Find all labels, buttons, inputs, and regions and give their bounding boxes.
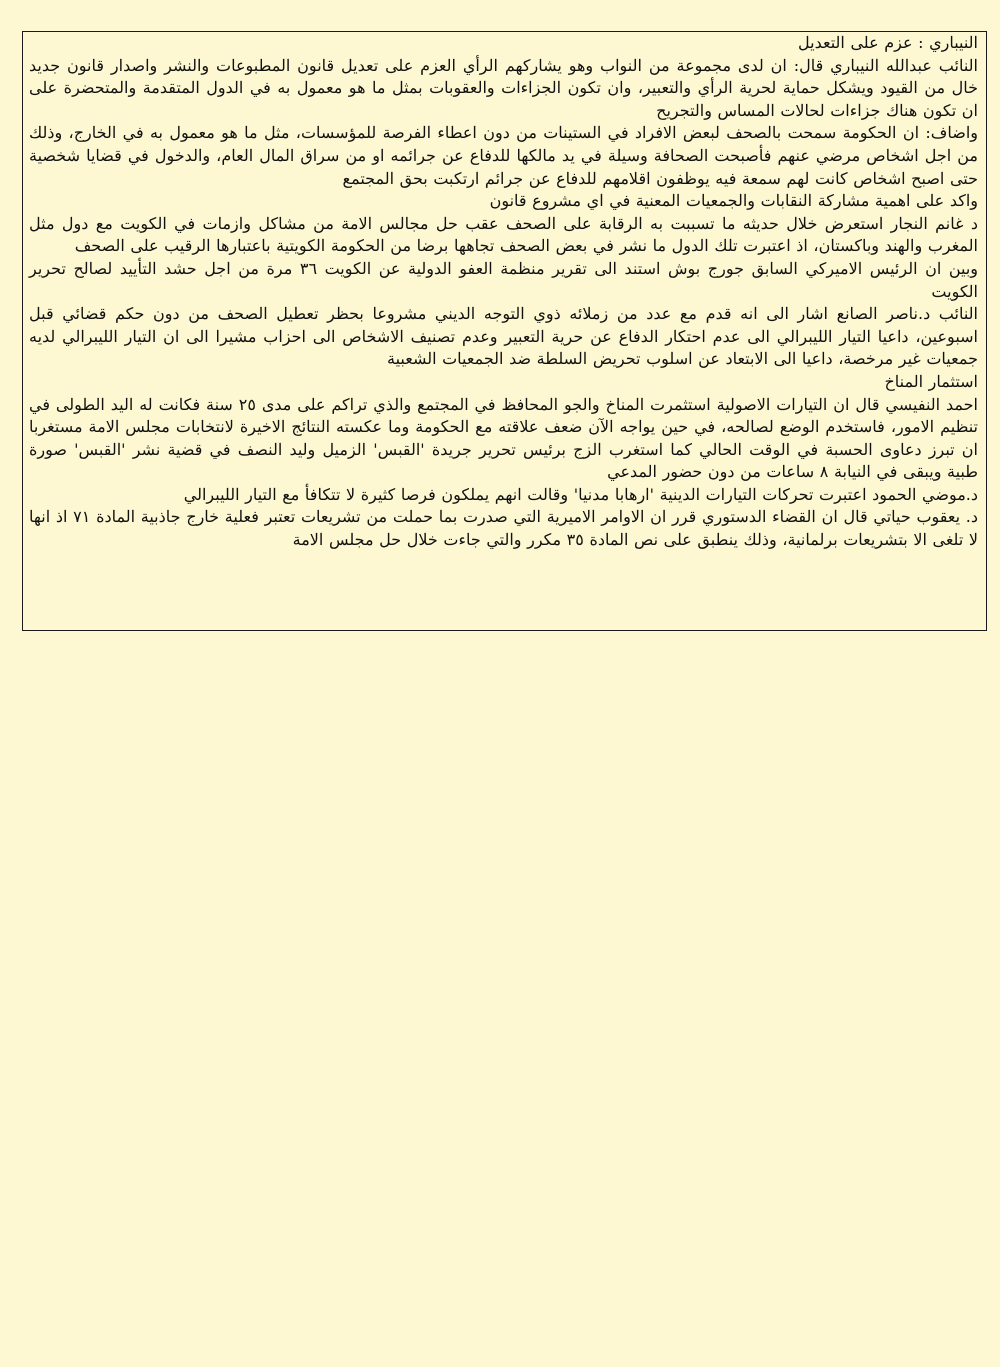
paragraph-bush-amnesty: وبين ان الرئيس الاميركي السابق جورج بوش استند الى تقرير منظمة العفو الدولية عن الكويت ٣٦ مرة من اجل حشد التأييد لصالح تحرير الكويت [29,258,979,301]
paragraph-unions-participation: واكد على اهمية مشاركة النقابات والجمعيات المعنية في اي مشروع قانون [489,191,978,211]
section-heading-climate: استثمار المناخ [884,371,978,391]
paragraph-ahmed-nafisi: احمد النفيسي قال ان التيارات الاصولية استثمرت المناخ والجو المحافظ في المجتمع والذي تراكم على مدى ٢٥ سنة فكانت له اليد الطولى في تنظيم الامور، فاستخدم الوضع لصالحه، في حين يواجه الآن ضعف علاقته مع الحكومة وما عكسته النتائج الاخيرة لانتخابات مجلس الامة مستغربا ان تبرز دعاوى الحسبة في الوقت الحالي كما استغرب الزج برئيس تحرير جريدة 'القبس' الزميل وليد النصف في قضية نشر 'القبس' صورة طبية ويبقى في النيابة ٨ ساعات من دون حضور المدعي [29,394,979,482]
section-heading-nibari: النيباري : عزم على التعديل [798,33,978,52]
paragraph-nasser-sane: النائب د.ناصر الصانع اشار الى انه قدم مع عدد من زملائه ذوي التوجه الديني مشروعا بحظر تعطيل الصحف من دون حكم قضائي قبل اسبوعين، داعيا التيار الليبرالي الى عدم احتكار الدفاع عن حرية التعبير وعدم تصنيف الاشخاص الى احزاب مشيرا الى ان التيار الليبرالي لديه جمعيات غير مرخصة، داعيا الى الابتعاد عن اسلوب تحريض السلطة ضد الجمعيات الشعبية [29,304,979,369]
paragraph-ghanem-najjar: د غانم النجار استعرض خلال حديثه ما تسببت به الرقابة على الصحف عقب حل مجالس الامة من مشاكل وازمات في الكويت مع دول مثل المغرب والهند وباكستان، اذ اعتبرت تلك الدول ما نشر في بعض الصحف تجاهها برضا من الحكومة الكويتية باعتبارها الرقيب على الصحف [29,213,978,256]
paragraph-yaqoub-hayati: د. يعقوب حياتي قال ان القضاء الدستوري قرر ان الاوامر الاميرية التي صدرت بما حملت من تشريعات تعتبر فعلية خارج جاذبية المادة ٧١ اذ انها لا تلغى الا بتشريعات برلمانية، وذلك ينطبق على نص المادة ٣٥ مكرر والتي جاءت خلال حل مجلس الامة [29,507,979,550]
article-text-box [22,31,987,631]
paragraph-nibari-statement: النائب عبدالله النيباري قال: ان لدى مجموعة من النواب وهو يشاركهم الرأي العزم على تعديل قانون المطبوعات والنشر واصدار قانون جديد خال من القيود ويشكل حماية لحرية الرأي والتعبير، وان تكون الجزاءات والعقوبات بمثل ما هو معمول به في الدول المتقدمة والمتحضرة على ان تكون هناك جزاءات لحالات المساس والتجريح [29,55,978,120]
paragraph-moudhi-hamoud: د.موضي الحمود اعتبرت تحركات التيارات الدينية 'ارهابا مدنيا' وقالت انهم يملكون فرصا كثيرة لا تتكافأ مع التيار الليبرالي [183,484,978,504]
paragraph-government-newspapers: واضاف: ان الحكومة سمحت بالصحف لبعض الافراد في الستينات من دون اعطاء الفرصة للمؤسسات، مثل ما هو معمول به في الخارج، وذلك من اجل اشخاص مرضي عنهم فأصبحت الصحافة وسيلة في يد مالكها للدفاع عن جرائمه او من سراق المال العام، والدخول في قضايا شخصية حتى اصبح اشخاص كانت لهم سمعة فيه يوظفون اقلامهم للدفاع عن جرائم ارتكبت بحق المجتمع [29,123,978,188]
